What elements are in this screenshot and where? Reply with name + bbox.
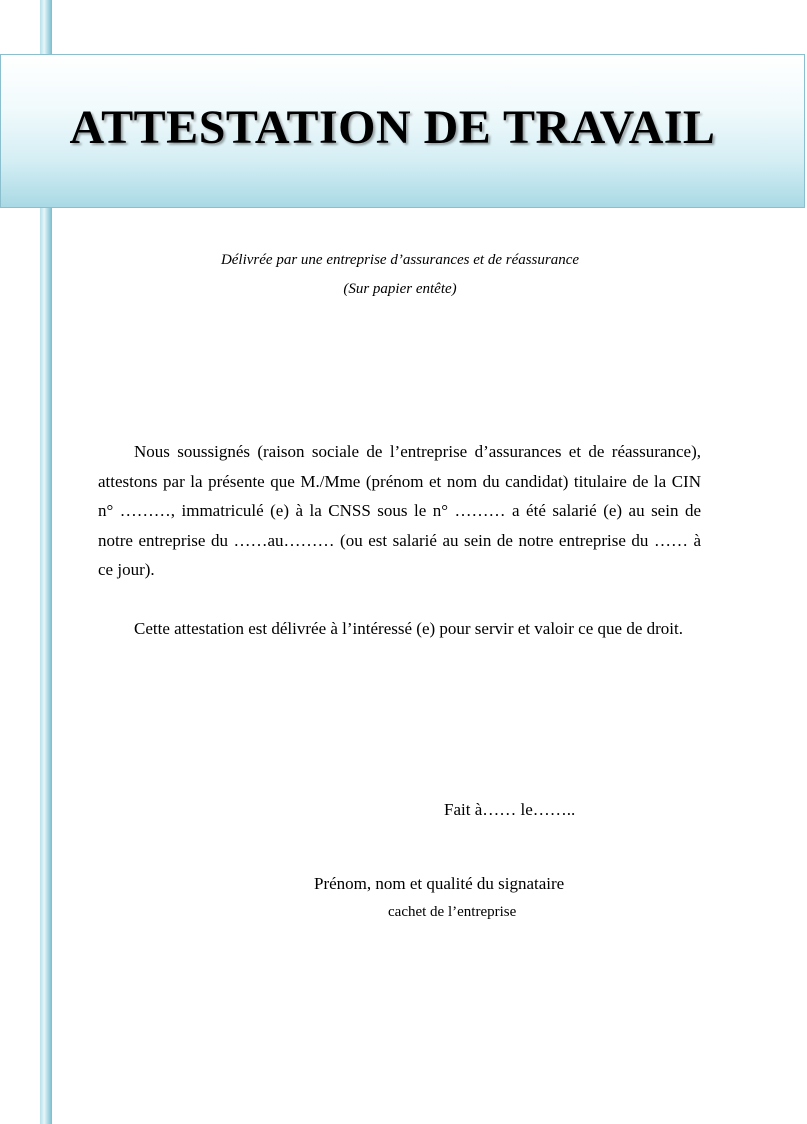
signatory-line: Prénom, nom et qualité du signataire: [314, 874, 565, 893]
attestation-body-paragraph: Nous soussignés (raison sociale de l’entreprise d’assurances et de réassurance), attestons par la présente que M./Mme (prénom et nom du candidat) titulaire de la CIN n° ………, immatriculé (e) à la CNSS sous le n° ……… a été salarié (e) au sein de notre entreprise du ……au……… (ou est salarié au sein de notre entreprise du …… à ce jour).: [98, 442, 701, 579]
document-title: ATTESTATION DE TRAVAIL: [69, 101, 716, 154]
subtitle-issuer: Délivrée par une entreprise d’assurances et de réassurance: [220, 252, 580, 268]
place-date-line: Fait à…… le……..: [444, 800, 576, 819]
attestation-purpose-paragraph: Cette attestation est délivrée à l’intéressé (e) pour servir et valoir ce que de droit.: [134, 619, 683, 638]
subtitle-letterhead-note: (Sur papier entête): [343, 281, 457, 297]
company-stamp-line: cachet de l’entreprise: [388, 904, 517, 920]
